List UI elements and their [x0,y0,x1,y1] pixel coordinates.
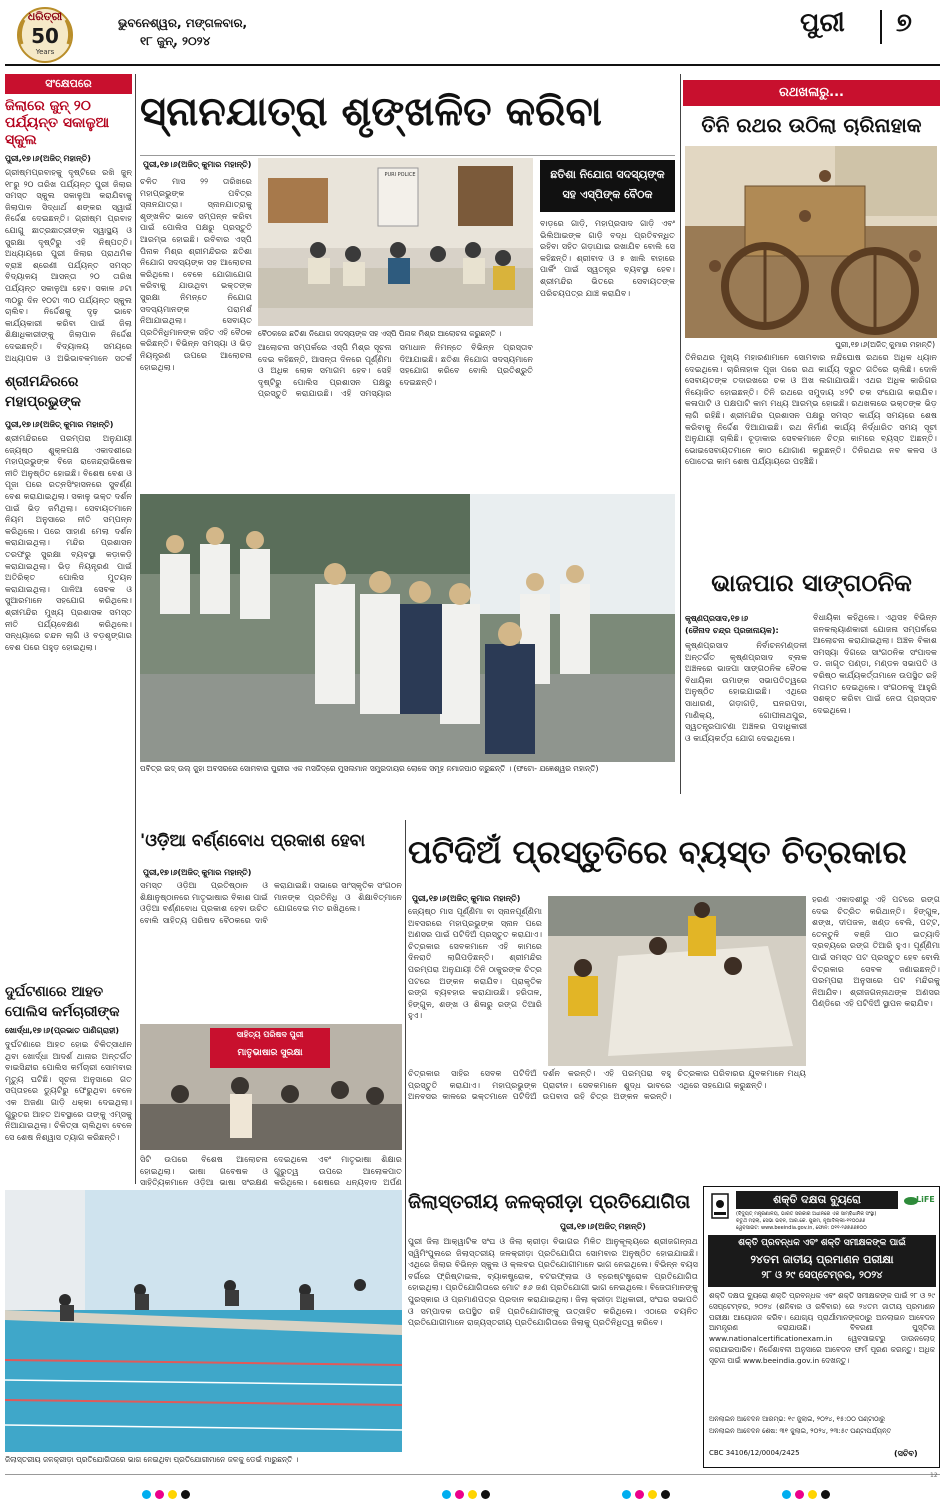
seminar-photo-illustration [140,1024,402,1150]
lead-col3: ବାଡ଼ରେ ଗାଡ଼ି, ମହାପ୍ରସାଦ ଗାଡ଼ି ଏବଂ ଭିଲିଆଇଙ୍କ ଗାଡ଼ି ବଦ୍ଧ ପ୍ରତିବନ୍ଧିତ ରହିବା ସହିତ ଗଡ଼ାଯାଇ ରଖାଯିବ ବୋଲି ସେ କହିଛନ୍ତି। ଶ୍ରୀବାଦ ଓ ୫ ଖାଲି ବାହାରେ ପାର୍କିଂ ପାଇଁ ସ୍ୱତନ୍ତ୍ର ବ୍ୟବସ୍ଥା ହେବ। ଶ୍ରୀମନ୍ଦିର ଭିତରେ ସେବାୟତଙ୍କ ପରିଚୟପତ୍ର ଯାଞ୍ଚ କରାଯିବ। [540,218,675,298]
painter-headline: ପଟିଦିଅଁ ପ୍ରସ୍ତୁତିରେ ବ୍ୟସ୍ତ ଚିତ୍ରକାର [408,833,907,871]
section-divider [880,10,882,44]
odia-headline: 'ଓଡ଼ିଆ ବର୍ଣ୍ଣବୋଧ ପ୍ରକାଶ ହେବା [140,831,366,851]
dateline-1: ଭୁବନେଶ୍ୱର, ମଙ୍ଗଳବାର, [118,16,248,30]
swim-photo [5,1190,402,1452]
eid-photo [140,494,675,762]
painter-byline: ପୁରୀ,୧୭।୬(ଅଜିତ୍ କୁମାର ମହାନ୍ତି) [412,894,521,903]
swim-body: ପୁରୀ ଜିଲା ଆକ୍ୱାଟିକ ସଂଘ ଓ ଜିଲା କ୍ରୀଡ଼ା ବିଭାଗର ମିଳିତ ଆନୁକୂଲ୍ୟରେ ଶ୍ରୀଜଗନ୍ନାଥ ସ୍ୱିମିଂପୁଲରେ ଜିଲାସ୍ତରୀୟ ଜଳକ୍ରୀଡ଼ା ପ୍ରତିଯୋଗିତା ସୋମବାର ଅନୁଷ୍ଠିତ ହୋଇଯାଇଛି। ଏଥିରେ ଜିଲାର ବିଭିନ୍ନ ସ୍କୁଲ ଓ କ୍ଲବର ପ୍ରତିଯୋଗୀମାନେ ଭାଗ ନେଇଥିଲେ। ବିଭିନ୍ନ ବୟସ ବର୍ଗରେ ଫ୍ରିଷ୍ଟାଇଲ, ବ୍ୟାକଷ୍ଟ୍ରୋକ, ବଟରଫ୍ଲାଇ ଓ ବ୍ରେଷ୍ଟଷ୍ଟ୍ରୋକ ପ୍ରତିଯୋଗିତା ହୋଇଥିଲା। ପ୍ରତିଯୋଗିତାରେ ମୋଟ ୫୬ ଜଣ ପ୍ରତିଯୋଗୀ ଭାଗ ନେଇଥିଲେ। ବିଜେତାମାନଙ୍କୁ ପୁରସ୍କାର ଓ ପ୍ରମାଣପତ୍ର ପ୍ରଦାନ କରାଯାଇଥିଲା। ଜିଲା କ୍ରୀଡ଼ା ଅଧିକାରୀ, ସଂଘର ସଭାପତି ଓ ସମ୍ପାଦକ ଉପସ୍ଥିତ ରହି ପ୍ରତିଯୋଗୀଙ୍କୁ ଉତ୍ସାହିତ କରିଥିଲେ। ଏଠାରେ ଚୟନିତ ପ୍ରତିଯୋଗୀମାନେ ରାଜ୍ୟସ୍ତରୀୟ ପ୍ରତିଯୋଗିତାରେ ଜିଲାକୁ ପ୍ରତିନିଧିତ୍ୱ କରିବେ। [408,1236,698,1328]
ad-notice-2: ୨୪ତମ ଜାତୀୟ ପ୍ରମାଣନ ପରୀକ୍ଷା [750,1253,894,1266]
section-name: ପୁରୀ [800,8,845,38]
lead-col1: ଚଳିତ ମାସ ୨୨ ତାରିଖରେ ମହାପ୍ରଭୁଙ୍କ ପବିତ୍ର ସ୍ନାନଯାତ୍ରା। ସ୍ନାନଯାତ୍ରାକୁ ଶୃଙ୍ଖଳିତ ଭାବେ ସମ୍ପନ୍ନ କରିବା ପାଇଁ ପୋଲିସ ପକ୍ଷରୁ ପ୍ରସ୍ତୁତି ଆରମ୍ଭ ହୋଇଛି। ରବିବାର ଏସ୍‌ପି ପିନାକ ମିଶ୍ର ଶ୍ରୀମନ୍ଦିରର ଛତିଶା ନିଯୋଗ ସଦସ୍ୟଙ୍କ ସହ ଆଲୋଚନା କରିଥିଲେ। ବେଳେ ଯୋଗାଯୋଗ କରିବାକୁ ଯାଉଥିବା ଭକ୍ତଙ୍କ ସୁରକ୍ଷା ନିମନ୍ତେ ନିଯୋଗ ସଦସ୍ୟମାନଙ୍କ ପରାମର୍ଶ ନିଆଯାଇଥିଲା। ସେବାୟତ ପ୍ରତିନିଧିମାନଙ୍କ ସହିତ ଏହି ବୈଠକ କରିଛନ୍ତି। ବିଭିନ୍ନ ସମସ୍ୟା ଓ ଭିଡ଼ ନିୟନ୍ତ୍ରଣ ଉପରେ ଆଲୋଚନା ହୋଇଥିଲା। [140,176,252,372]
brief2-byline: ପୁରୀ,୧୭।୬(ଅଜିତ୍ କୁମାର ମହାନ୍ତି) [5,420,114,429]
brief3-byline: ଖୋର୍ଦ୍ଧା,୧୭।୬(ପ୍ରଭାତ ପାଣିଗ୍ରାହୀ) [5,1026,120,1035]
reg-mark-center-left [440,1484,492,1503]
lead-photo [258,158,533,326]
logo-sub: Years [35,48,55,56]
lead-rule [140,155,675,156]
page-tag: 12 [930,1472,938,1479]
ad-notice-box [708,1235,936,1287]
ratha-rule [680,74,681,494]
swim-headline: ଜିଲାସ୍ତରୀୟ ଜଳକ୍ରୀଡ଼ା ପ୍ରତିଯୋଗିତା [408,1191,691,1213]
ad-deadline-1: ଅନଲାଇନ ଆବେଦନ ଆରମ୍ଭ: ୧୯ ଜୁଲାଇ, ୨୦୨୪, ୧୫:୦୦ ଘଣ୍ଟାଠାରୁ [709,1415,886,1423]
logo-badge [10,4,80,66]
masthead-rule [5,64,940,66]
page-number: ୭ [896,8,912,38]
banner-line-2: ମାତୃଭାଷାର ସୁରକ୍ଷା [237,1048,303,1058]
sidebox-text: ଛତିଶା ନିଯୋଗ ସଦସ୍ୟଙ୍କ ସହ ଏସ୍‌ପିଙ୍କ ବୈଠକ [550,168,665,201]
ad-title: ଶକ୍ତି ଦକ୍ଷତା ବ୍ୟୁରୋ [773,1193,861,1206]
odia-byline: ପୁରୀ,୧୭।୬(ଅଜିତ୍ କୁମାର ମହାନ୍ତି) [143,868,252,877]
ratha-body: ତିନିରଥର ମୁଖ୍ୟ ମହାରଣାମାନେ ସୋମବାର ନନ୍ଦିଘୋଷ ରଥରେ ଅଧିକ ଧ୍ୟାନ ଦେଇଥିଲେ। ଚାରିନାହାକ ପୂଜା ପରେ ରଥ କାର୍ଯ୍ୟ ଦ୍ରୁତ ଗତିରେ ଚାଲିଛି। ଦୋଳି ସେବାୟତଙ୍କ ତଦାରଖରେ ଚକ ଓ ଅଖ ଲଗାଯାଉଛି। ଏଥର ଅଧିକ କାରିଗର ନିୟୋଜିତ ହୋଇଛନ୍ତି। ତିନି ରଥରେ ସମୁଦାୟ ୪୨ଟି ଚକ ସଂଯୋଗ କରାଯିବ। କଳାପାଟି ଓ ପକ୍ଷପାଟି କାମ ମଧ୍ୟ ଆରମ୍ଭ ହୋଇଛି। ରଥଖଳାରେ ଭକ୍ତଙ୍କ ଭିଡ଼ ଲାଗି ରହିଛି। ଶ୍ରୀମନ୍ଦିର ପ୍ରଶାସନ ପକ୍ଷରୁ ସମସ୍ତ କାର୍ଯ୍ୟ ସମୟରେ ଶେଷ କରିବାକୁ ନିର୍ଦ୍ଦେଶ ଦିଆଯାଇଛି। ରଥ ନିର୍ମାଣ କାର୍ଯ୍ୟ ନିର୍ଦ୍ଧାରିତ ସମୟ ସୂଚୀ ଅନୁଯାୟୀ ଚାଲିଛି। ଚୂଡ଼ାକାର ସେବକମାନେ ଚିତ୍ର କାମରେ ବ୍ୟସ୍ତ ଅଛନ୍ତି। ଭୋଇସେବାୟତମାନେ କାଠ ଯୋଗାଣ କରୁଛନ୍ତି। ତିନିରଥର ନବ କଳସ ଓ ପୋତେଇ କାମ ଶେଷ ପର୍ଯ୍ୟାୟରେ ପହଞ୍ଚିଛି। [685,352,937,467]
brief1-title: ଜିଲାରେ ଜୁନ୍ ୨୦ ପର୍ଯ୍ୟନ୍ତ ସକାଳୁଆ ସ୍କୁଲ [5,98,110,148]
lead-byline: ପୁରୀ,୧୭।୬(ଅଜିତ୍ କୁମାର ମହାନ୍ତି) [143,160,252,169]
chariot-photo-illustration [685,146,937,338]
reg-mark-left [140,1484,192,1503]
swim-byline: ପୁରୀ,୧୭।୬(ଅଜିତ୍ ମହାନ୍ତି) [560,1222,646,1231]
lead-sidebox [540,160,675,212]
ad-deadline-2: ଅନଲାଇନ ଆବେଦନ ଶେଷ: ୩୧ ଜୁଲାଇ, ୨୦୨୪, ୨୩:୫୯ ଘଣ୍ଟାପର୍ଯ୍ୟନ୍ତ [709,1427,892,1435]
brief2-title: ଶ୍ରୀମନ୍ଦିରରେ ମହାପ୍ରଭୁଙ୍କ [5,374,81,410]
brief1-body: ଗ୍ରୀଷ୍ମପ୍ରବାହକୁ ଦୃଷ୍ଟିରେ ରଖି ଜୁନ୍ ୧୮ରୁ ୨୦ ତାରିଖ ପର୍ଯ୍ୟନ୍ତ ପୁରୀ ଜିଲାର ସମସ୍ତ ସ୍କୁଲ ସକାଳୁଆ କରାଯିବାକୁ ଜିଲାପାଳ ସିଦ୍ଧାର୍ଥ ଶଙ୍କର ସ୍ୱାଇଁ ନିର୍ଦ୍ଦେଶ ଦେଇଛନ୍ତି। ଗ୍ରୀଷ୍ମ ପ୍ରବାହ ଯୋଗୁ ଛାତ୍ରଛାତ୍ରୀଙ୍କ ସ୍ୱାସ୍ଥ୍ୟ ଓ ସୁରକ୍ଷା ଦୃଷ୍ଟିରୁ ଏହି ନିଷ୍ପତ୍ତି। ଅଧ୍ୟାୟରେ ପୁରୀ ଜିଲାର ପ୍ରାଥମିକ ବ୍ରାଞ୍ଚ ଶ୍ରେଣୀ ପର୍ଯ୍ୟନ୍ତ ସମସ୍ତ ବିଦ୍ୟାଳୟ ଆସନ୍ତା ୨୦ ତାରିଖ ପର୍ଯ୍ୟନ୍ତ ସକାଳୁଆ ହେବ। ସକାଳ ୬ଟା ୩୦ରୁ ଦିନ ୧୦ଟା ୩୦ ପର୍ଯ୍ୟନ୍ତ ସ୍କୁଲ ଚାଲିବ। ନିର୍ଦ୍ଦେଶକୁ ଦୃଢ଼ ଭାବେ କାର୍ଯ୍ୟକାରୀ କରିବା ପାଇଁ ଜିଲା ଶିକ୍ଷାଧିକାରୀଙ୍କୁ ଜିଲାପାଳ ନିର୍ଦ୍ଦେଶ ଦେଇଛନ୍ତି। ବିଦ୍ୟାଳୟ ସମୟରେ ଅଧ୍ୟାପକ ଓ ଅଭିଭାବକମାନେ ସତର୍କ [5,167,132,363]
ad-emblem-icon [708,1192,732,1222]
ratha-headline: ତିନି ରଥର ଉଠିଲା ଚାରିନାହାକ [701,113,922,137]
ratha-caption: ପୁରୀ,୧୭।୬(ଅଜିତ୍ କୁମାର ମହାନ୍ତି) [835,340,935,349]
swim-caption: ଜିଲାସ୍ତରୀୟ ଜଳକ୍ରୀଡ଼ା ପ୍ରତିଯୋଗିତାରେ ଭାଗ ନେଇଥିବା ପ୍ରତିଯୋଗୀମାନେ ଜଳକୁ ଡେଇଁ ମାରୁଛନ୍ତି । [5,1455,299,1464]
brief2-body: ଶ୍ରୀମନ୍ଦିରରେ ପରମ୍ପରା ଅନୁଯାୟୀ ଜ୍ୟେଷ୍ଠ ଶୁକ୍ଳପକ୍ଷ ଏକାଦଶୀରେ ମହାପ୍ରଭୁଙ୍କ ବିଜେ ରାଜେନ୍ଦ୍ରାଭିଷେକ ନୀତି ଅନୁଷ୍ଠିତ ହୋଇଛି। ବିଶେଷ ବେଶ ଓ ପୂଜା ପରେ ରତ୍ନସିଂହାସନରେ ସୁବର୍ଣ୍ଣ ବେଶ କରାଯାଇଥିଲା। ସକାଳୁ ଭକ୍ତ ଦର୍ଶନ ପାଇଁ ଭିଡ଼ ଜମିଥିଲା। ସେବାୟତମାନେ ନିୟମ ଅନୁସାରେ ନୀତି ସମ୍ପନ୍ନ କରିଥିଲେ। ପରେ ସାହାଣ ମେଲା ଦର୍ଶନ କରାଯାଇଥିଲା। ମନ୍ଦିର ପ୍ରଶାସନ ତରଫରୁ ସୁରକ୍ଷା ବ୍ୟବସ୍ଥା କଡ଼ାକଡ଼ି କରାଯାଇଥିଲା। ଭିଡ଼ ନିୟନ୍ତ୍ରଣ ପାଇଁ ଅତିରିକ୍ତ ପୋଲିସ ମୁତୟନ କରାଯାଇଥିଲା। ପାଳିଆ ସେବକ ଓ ସୁଆରମାନେ ସହଯୋଗ କରିଥିଲେ। ଶ୍ରୀମନ୍ଦିର ମୁଖ୍ୟ ପ୍ରଶାସକ ସମସ୍ତ ନୀତି ପର୍ଯ୍ୟବେକ୍ଷଣ କରିଥିଲେ। ସନ୍ଧ୍ୟାରେ ଚନ୍ଦନ ଲାଗି ଓ ବଡ଼ଶୃଙ୍ଗାର ବେଶ ପରେ ପହୁଡ଼ ହୋଇଥିଲା। [5,433,132,652]
column-rule [135,74,136,1184]
pool-photo-illustration [5,1190,402,1452]
odia-body-bottom: ସିଟି ଉପରେ ବିଶେଷ ଆଲୋଚନା ହୋଇଥିଲା। ଭାଷା ଗବେଷକ ଓ ସାହିତ୍ୟିକମାନେ ଓଡ଼ିଆ ଭାଷା ସଂରକ୍ଷଣ ଦେଇଥିଲେ ଏବଂ ମାତୃଭାଷା ଶିକ୍ଷାର ଗୁରୁତ୍ୱ ଉପରେ ଆଲୋକପାତ କରିଥିଲେ। ଶେଷରେ ଧନ୍ୟବାଦ ଅର୍ପଣ [140,1154,402,1188]
meeting-photo-illustration [258,158,533,326]
painter-rule [405,820,406,1280]
ad-life-text: LiFE [916,1195,935,1204]
bee-advertisement [703,1186,940,1468]
painter-col3: ହରଣ ଏକାଦଶୀରୁ ଏହି ପଟରେ ରଙ୍ଗ ଦେଇ ଚିତ୍ରିତ କରିଥାନ୍ତି। ହିଙ୍ଗୁଳ, ଶଙ୍ଖ, ଦୀପଜଳ, ଖଣ୍ଡ ବେଲି, ପଟ୍ଟ, ତେନ୍ତୁଳି ବଞ୍ଜି ପାଠ ଇତ୍ୟାଦି ଦ୍ରବ୍ୟରେ ରଙ୍ଗ ତିଆରି ହୁଏ। ପୂର୍ଣ୍ଣିମା ପାଇଁ ସମସ୍ତ ପଟ ପ୍ରସ୍ତୁତ ହେବ ବୋଲି ଚିତ୍ରକାର ସେବକ ଜଣାଇଛନ୍ତି। ପରମ୍ପରା ଅନୁସାରେ ପଟ ମନ୍ଦିରକୁ ନିଆଯିବ। ଶ୍ରୀଜଗନ୍ନାଥଙ୍କ ଅଣସର ପିଣ୍ଡିରେ ଏହି ପଟିଦିଅଁ ସ୍ଥାପନ କରାଯିବ। [812,894,940,1009]
briefs-tag: ସଂକ୍ଷେପରେ [5,74,132,94]
bjp-rule [680,494,681,794]
bjp-col1: କୃଷ୍ଣପ୍ରସାଦ ନିର୍ବାଚନମଣ୍ଡଳୀ ଅନ୍ତର୍ଗତ କୃଷ୍ଣପ୍ରସାଦ ବ୍ଲକ ଅଞ୍ଚଳରେ ଭାଜପା ସାଙ୍ଗଠନିକ ବୈଠକ ବିଧାୟିକା ଉମାଙ୍କ ସଭାପତିତ୍ୱରେ ଅନୁଷ୍ଠିତ ହୋଇଯାଇଛି। ଏଥିରେ ସାଧାରଣ, ଗଡ଼ାଗଡ଼ି, ଘନରପଦା, ମାଣିକ୍ୟ, ଗୋପୀନାଥପୁର, ସ୍ୱତନ୍ତ୍ରପାଟଣା ଅଞ୍ଚଳର ପଦାଧିକାରୀ ଓ କାର୍ଯ୍ୟକର୍ତ୍ତା ଯୋଗ ଦେଇଥିଲେ। [685,640,807,743]
logo-years: 50 [31,24,59,48]
ad-title-bar [736,1191,898,1209]
reg-mark-center-right [620,1484,672,1503]
reg-mark-right [780,1484,832,1503]
ad-sub-3: ୱେବସାଇଟ: www.beeindia.gov.in, ଫୋନ: ୦୧୧-୨୬୭୬୬୭୦୦ [736,1225,867,1231]
banner-line-1: ସାହିତ୍ୟ ପରିଷଦ ପୁରୀ [236,1030,304,1039]
brief3-title: ଦୁର୍ଘଟଣାରେ ଆହତ ପୋଲିସ କର୍ମଚାରୀଙ୍କ [5,984,120,1020]
ratha-tag-text: ରଥଖଳାରୁ... [778,85,844,100]
odia-photo [140,1024,402,1150]
lead-photo-caption: ବୈଠକରେ ଛତିଶା ନିଯୋଗ ସଦସ୍ୟଙ୍କ ସହ ଏସ୍‌ପି ପିନାକ ମିଶ୍ର ଆଲୋଚନା କରୁଛନ୍ତି । [258,329,502,338]
ratha-tag [683,80,940,106]
bjp-col2: ବିଧାୟିକା କହିଥିଲେ। ଏଥିସହ ବିଭିନ୍ନ ଜନକଲ୍ୟାଣକାରୀ ଯୋଜନା ସମ୍ପର୍କରେ ଆଲୋଚନା କରାଯାଇଥିଲା। ଅଞ୍ଚଳ ବିକାଶ ସମସ୍ୟା ଦିଗରେ ସାଂଗଠନିକ ସଂପାଦକ ଡ. ଜାଗୃତ ପଣ୍ଡା, ମଣ୍ଡଳ ସଭାପତି ଓ ବରିଷ୍ଠ କାର୍ଯ୍ୟକର୍ତ୍ତାମାନେ ଉପସ୍ଥିତ ରହି ମତାମତ ଦେଇଥିଲେ। ସଂଗଠନକୁ ଆହୁରି ସଶକ୍ତ କରିବା ପାଇଁ ନେତା ପ୍ରସ୍ତାବ ଦେଇଥିଲେ। [813,612,937,715]
ratha-photo [685,146,937,338]
ad-sub-1: (ବିଦ୍ୟୁତ୍ ମନ୍ତ୍ରଣାଳୟ, ଭାରତ ସରକାର ଅଧୀନରେ ଏକ ସାମ୍ବିଧାନିକ ସଂସ୍ଥା) [736,1211,877,1217]
ad-notice-3: ୨୮ ଓ ୨୯ ସେପ୍ଟେମ୍ବର, ୨୦୨୪ [761,1270,883,1281]
footer-rule [5,1474,940,1475]
lead-col2: ଆଲୋଚନା ସମ୍ପର୍କରେ ଏସ୍‌ପି ମିଶ୍ର ସୂଚନା ଦେଇ କହିଛନ୍ତି, ଆସନ୍ତା ଦିନରେ ପୂର୍ଣ୍ଣିମା ଓ ଅଧିକ ଲୋକ ସମାଗମ ହେବ। ସେହି ଦୃଷ୍ଟିରୁ ପୋଲିସ ପ୍ରଶାସନ ପକ୍ଷରୁ ପ୍ରସ୍ତୁତି କରାଯାଉଛି। ଏହି ସମସ୍ୟାର ସମାଧାନ ନିମନ୍ତେ ବିଭିନ୍ନ ପ୍ରସ୍ତାବ ଦିଆଯାଇଛି। ଛତିଶା ନିଯୋଗ ସଦସ୍ୟମାନେ ସହଯୋଗ କରିବେ ବୋଲି ପ୍ରତିଶ୍ରୁତି ଦେଇଛନ୍ତି। [258,342,533,399]
bjp-byline-1: କୃଷ୍ଣପ୍ରସାଦ,୧୭।୬ [685,614,749,623]
ad-body: ଶକ୍ତି ଦକ୍ଷତା ବ୍ୟୁରୋ ଶକ୍ତି ପ୍ରବନ୍ଧକ ଏବଂ ଶକ୍ତି ସମୀକ୍ଷକଙ୍କ ପାଇଁ ୨୮ ଓ ୨୯ ସେପ୍ଟେମ୍ବର, ୨୦୨୪ (ଶନିବାର ଓ ରବିବାର) ରେ ୨୪ତମ ଜାତୀୟ ପ୍ରମାଣନ ପରୀକ୍ଷା ଆୟୋଜନ କରିବ। ଯୋଗ୍ୟ ପ୍ରାର୍ଥୀମାନଙ୍କଠାରୁ ଅନଲାଇନ ଆବେଦନ ଆମନ୍ତ୍ରଣ କରାଯାଉଛି। ବିବରଣୀ ପୁସ୍ତିକା www.nationalcertificationexam.in ୱେବସାଇଟରୁ ଡାଉନଲୋଡ୍ କରାଯାଇପାରିବ। ନିର୍ଦ୍ଦେଶାବଳୀ ଅନୁସାରେ ଆବେଦନ ଫର୍ମ ପୂରଣ କରନ୍ତୁ। ଅଧିକ ସୂଚନା ପାଇଁ www.beeindia.gov.in ଦେଖନ୍ତୁ। [709,1291,935,1365]
bjp-byline-2: (ଜୈନାଦ ଚନ୍ଦ୍ର ପ୍ରଜାନାୟକ): [685,626,779,635]
painting-photo-illustration [548,896,806,1066]
odia-body-top: ସମସ୍ତ ଓଡ଼ିଆ ପ୍ରତିଷ୍ଠାନ ଓ ଶିକ୍ଷାନୁଷ୍ଠାନରେ ମାତୃଭାଷାର ବିକାଶ ପାଇଁ ଓଡ଼ିଆ ବର୍ଣ୍ଣବୋଧ ପ୍ରକାଶ ହେବା ଉଚିତ ବୋଲି ସାହିତ୍ୟ ପରିଷଦ ବୈଠକରେ ଦାବି କରାଯାଇଛି। ସଭାରେ ସାଂସ୍କୃତିକ ସଂଗଠନ ମାନଙ୍କ ପ୍ରତିନିଧି ଓ ଶିକ୍ଷାବିତ୍‌ମାନେ ଯୋଗଦେଇ ମତ ରଖିଥିଲେ। [140,880,402,925]
bjp-headline: ଭାଜପାର ସାଙ୍ଗଠନିକ [711,569,912,597]
prayer-photo-illustration [140,494,675,762]
ad-sub-2: ଚତୁର୍ଥ ମହଲା, ସେଭା ଭବନ, ଆର.କେ. ପୁରମ, ନୂଆଦିଲ୍ଲୀ-୧୧୦୦୬୬ [736,1218,866,1224]
photo-sign: PURI POLICE [384,172,416,178]
eid-caption: ପବିତ୍ର ଇଦ୍ ଉଲ୍ ଜୁହା ଅବସରରେ ସୋମବାର ପୁରୀର ଏକ ମସଜିଦ୍‌ରେ ମୁସଲମାନ ସମ୍ପ୍ରଦାୟର ଲୋକେ ସମୂହ ନମାଜପାଠ କରୁଛନ୍ତି । (ଫଟୋ- ଯଜ୍ଞେଶ୍ୱର ମହାନ୍ତି) [140,764,599,773]
color-registration-marks [0,1472,945,1496]
brief1-byline: ପୁରୀ,୧୭।୬(ଅଜିତ୍ ମହାନ୍ତି) [5,154,91,163]
painter-col2: ଚିତ୍ରକାର ସାହିର ସେବକ ପଟିଦିଅଁ ପ୍ରସ୍ତୁତି କରାଯାଏ। ମହାପ୍ରଭୁଙ୍କ ଅନବସର କାଳରେ ଭକ୍ତମାନେ ପଟିଦିଅଁ ଦର୍ଶନ କରନ୍ତି। ଏହି ପରମ୍ପରା ବହୁ ପ୍ରାଚୀନ। ସେବକମାନେ ଶୁଦ୍ଧ ଭାବରେ ଉପବାସ ରହି ଚିତ୍ର ଅଙ୍କନ କରନ୍ତି। ଚିତ୍ରକାର ପରିବାରର ଯୁବକମାନେ ମଧ୍ୟ ଏଥିରେ ସହଯୋଗ କରୁଛନ୍ତି। [408,1068,806,1102]
dateline-2: ୧୮ ଜୁନ୍, ୨୦୨୪ [140,34,211,48]
ad-sign: (ସଚିବ) [894,1449,918,1458]
masthead [0,0,945,68]
ad-cbc: CBC 34106/12/0004/2425 [709,1449,800,1457]
brief3-body: ଦୁର୍ଘଟଣାରେ ଆହତ ହୋଇ ଚିକିତ୍ସାଧୀନ ଥିବା ଖୋର୍ଦ୍ଧା ଆଦର୍ଶ ଥାନାର ଅନ୍ତର୍ଗତ ବାଇସିନ୍ଦୀର ପୋଲିସ କର୍ମଚାରୀ ସୋମବାର ମୃତ୍ୟୁ ଘଟିଛି। ସୂଚନା ଅନୁସାରେ ଗତ ସପ୍ତାହରେ ଡ୍ୟୁଟିରୁ ଫେରୁଥିବା ବେଳେ ଏକ ଅଜଣା ଗାଡ଼ି ଧକ୍କା ଦେଇଥିଲା। ଗୁରୁତର ଆହତ ଅବସ୍ଥାରେ ତାଙ୍କୁ ଏମ୍ସକୁ ନିଆଯାଇଥିଲା। ଚିକିତ୍ସା ଚାଲିଥିବା ବେଳେ ସେ ଶେଷ ନିଶ୍ୱାସ ତ୍ୟାଗ କରିଛନ୍ତି। [5,1039,132,1142]
painter-photo [548,896,806,1066]
lead-headline: ସ୍ନାନଯାତ୍ରା ଶୃଙ୍ଖଳିତ କରିବା [140,89,602,135]
ad-notice-1: ଶକ୍ତି ପ୍ରବନ୍ଧକ ଏବଂ ଶକ୍ତି ସମୀକ୍ଷକଙ୍କ ପାଇଁ [738,1238,906,1248]
logo-text: ଧରିତ୍ରୀ [27,10,63,23]
painter-col1: ଜ୍ୟେଷ୍ଠ ମାସ ପୂର୍ଣ୍ଣିମା ବା ସ୍ନାନପୂର୍ଣ୍ଣିମା ଅବସରରେ ମହାପ୍ରଭୁଙ୍କ ସ୍ନାନ ପରେ ଅଣସର ପାଇଁ ପଟିଦିଅଁ ପ୍ରସ୍ତୁତ କରାଯାଏ। ଚିତ୍ରକାର ସେବକମାନେ ଏହି କାମରେ ଦିନରାତି ଲାଗିପଡ଼ିଛନ୍ତି। ଶ୍ରୀମନ୍ଦିର ପରମ୍ପରା ଅନୁଯାୟୀ ତିନି ଠାକୁରଙ୍କ ଚିତ୍ର ପଟରେ ଅଙ୍କନ କରାଯିବ। ପ୍ରାକୃତିକ ରଙ୍ଗ ବ୍ୟବହାର କରାଯାଉଛି। ହରିତାଳ, ହିଙ୍ଗୁଳ, ଶଙ୍ଖ ଓ ଶିଳାରୁ ରଙ୍ଗ ତିଆରି ହୁଏ। [408,906,542,1021]
